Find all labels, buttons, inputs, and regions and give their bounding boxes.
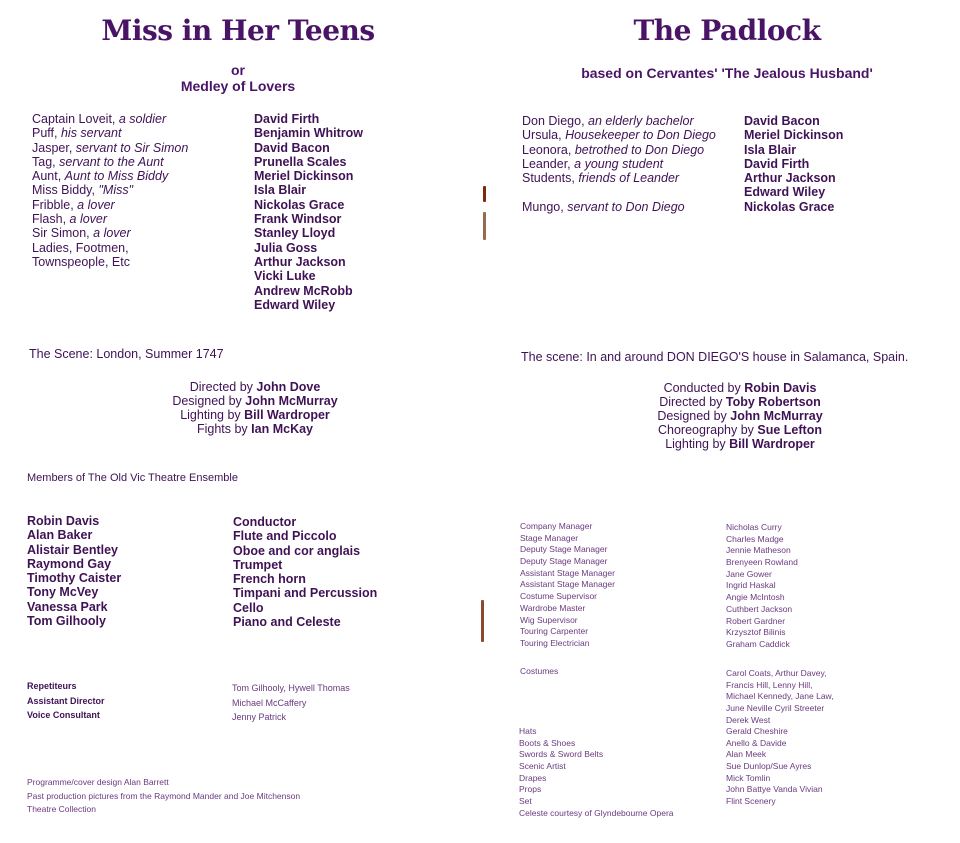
right-staff-roles <box>520 521 615 650</box>
binding-mark <box>483 186 486 202</box>
character-description: Housekeeper to Don Diego <box>565 128 716 143</box>
supplier-name: Sue Dunlop/Sue Ayres <box>726 761 812 772</box>
cast-role-line <box>32 212 188 226</box>
staff-role: Deputy Stage Manager <box>520 544 608 555</box>
character-description: a young student <box>574 156 664 171</box>
actor-name: Frank Windsor <box>254 212 342 227</box>
cast-role-line <box>32 155 188 169</box>
staff-role: Assistant Director <box>27 695 105 706</box>
cast-role-line <box>32 141 188 155</box>
character-name: Fribble, <box>32 197 74 212</box>
credit-name: Ian McKay <box>251 422 314 436</box>
actor-name: Arthur Jackson <box>744 171 836 186</box>
cast-role-line <box>32 298 188 312</box>
actor-name: Arthur Jackson <box>254 254 346 269</box>
credit-label: Designed by <box>657 409 727 423</box>
character-description: servant to the Aunt <box>59 154 164 169</box>
actor-name: Vicki Luke <box>254 269 316 284</box>
supplier-name: Gerald Cheshire <box>726 726 788 736</box>
actor-name: Benjamin Whitrow <box>254 126 364 141</box>
character-description: "Miss" <box>98 183 134 198</box>
left-staff-roles <box>27 679 105 723</box>
character-name: Leonora, <box>522 142 572 157</box>
musician-instrument: Trumpet <box>233 557 283 572</box>
actor-name: David Bacon <box>744 114 820 128</box>
costumes-label: Costumes <box>520 666 559 676</box>
left-cast-roles <box>32 112 188 312</box>
musician-instrument: Flute and Piccolo <box>233 529 337 544</box>
actor-name: Nickolas Grace <box>744 199 835 214</box>
staff-name: Tom Gilhooly, Hywell Thomas <box>232 683 350 693</box>
credit-name: John Dove <box>256 380 321 394</box>
credit-line <box>620 437 860 451</box>
staff-name: Krzysztof Bilinis <box>726 627 786 638</box>
cast-role-line <box>32 269 188 283</box>
left-scene: The Scene: London, Summer 1747 <box>29 347 224 361</box>
character-name: Miss Biddy, <box>32 183 95 198</box>
actor-name: Stanley Lloyd <box>254 226 336 241</box>
credit-name: Bill Wardroper <box>729 437 815 451</box>
character-name: Sir Simon, <box>32 226 90 241</box>
actor-name: Nickolas Grace <box>254 197 345 212</box>
musician-name: Tom Gilhooly <box>27 614 106 629</box>
character-description: betrothed to Don Diego <box>574 142 705 157</box>
credit-label: Choreography by <box>658 423 754 437</box>
musician-name: Tony McVey <box>27 585 99 600</box>
right-title: The Padlock <box>633 14 821 47</box>
actor-name: David Firth <box>254 112 320 126</box>
musician-names <box>27 514 121 628</box>
character-description: a lover <box>93 226 131 241</box>
supplier-role: Drapes <box>519 772 547 783</box>
cast-role-line <box>522 171 716 185</box>
right-cast-roles <box>522 114 716 214</box>
musician-name: Robin Davis <box>27 514 100 528</box>
character-name: Puff, <box>32 126 58 141</box>
actor-name: Isla Blair <box>254 183 307 198</box>
footer-line: Past production pictures from the Raymond Mander and Joe Mitchenson <box>27 790 301 801</box>
supplier-role: Scenic Artist <box>519 761 566 772</box>
credit-label: Designed by <box>172 394 242 408</box>
cast-role-line <box>32 241 188 255</box>
actor-name: Meriel Dickinson <box>744 128 844 143</box>
character-name: Aunt, <box>32 169 62 184</box>
cast-role-line <box>522 114 716 128</box>
character-name: Townspeople, Etc <box>32 254 130 269</box>
credit-line <box>620 409 860 423</box>
costumes-names <box>726 668 834 726</box>
staff-role: Repetiteurs <box>27 681 77 691</box>
supplier-role: Boots & Shoes <box>519 737 576 748</box>
character-name: Ursula, <box>522 128 562 143</box>
character-description: servant to Don Diego <box>567 199 685 214</box>
supplier-name: Alan Meek <box>726 749 767 760</box>
left-cast-actors <box>254 112 363 312</box>
cast-role-line <box>32 255 188 269</box>
staff-name: Jane Gower <box>726 568 772 579</box>
footer-line: Programme/cover design Alan Barrett <box>27 777 169 787</box>
actor-name: Edward Wiley <box>744 185 826 200</box>
actor-name: Julia Goss <box>254 240 318 255</box>
musician-instrument: French horn <box>233 572 306 587</box>
binding-mark <box>483 212 486 240</box>
staff-name: Charles Madge <box>726 533 784 544</box>
staff-name: Brenyeen Rowland <box>726 557 798 568</box>
staff-role: Costume Supervisor <box>520 591 598 602</box>
credit-name: Robin Davis <box>744 381 817 395</box>
costume-name-line: Derek West <box>726 714 771 725</box>
character-name: Jasper, <box>32 140 73 155</box>
supplier-name: Flint Scenery <box>726 796 776 807</box>
musician-instrument: Conductor <box>233 515 297 529</box>
staff-name: Graham Caddick <box>726 638 790 649</box>
musician-name: Raymond Gay <box>27 556 112 571</box>
supplier-role: Props <box>519 784 542 795</box>
staff-name: Angie McIntosh <box>726 592 785 603</box>
musician-name: Timothy Caister <box>27 571 122 586</box>
cast-role-line <box>32 226 188 240</box>
character-name: Mungo, <box>522 199 564 214</box>
character-description: Aunt to Miss Biddy <box>64 169 169 184</box>
credit-label: Directed by <box>189 380 253 394</box>
supplier-role: Celeste courtesy of Glyndebourne Opera <box>519 807 674 818</box>
right-cast-actors <box>744 114 843 214</box>
left-subtitle-or: or <box>231 62 245 78</box>
supplier-role: Set <box>519 796 532 807</box>
musician-name: Vanessa Park <box>27 599 108 614</box>
character-description: a lover <box>69 212 108 227</box>
musician-instrument: Timpani and Percussion <box>233 586 378 601</box>
right-credits <box>620 381 860 451</box>
musician-instrument: Oboe and cor anglais <box>233 543 361 558</box>
binding-mark <box>481 600 484 642</box>
staff-role: Touring Electrician <box>520 637 590 648</box>
staff-name: Jennie Matheson <box>726 545 791 556</box>
costume-name-line: Carol Coats, Arthur Davey, <box>726 668 827 678</box>
left-title: Miss in Her Teens <box>101 14 375 47</box>
musician-instrument: Cello <box>233 600 264 615</box>
cast-role-line <box>32 126 188 140</box>
character-description: his servant <box>60 126 122 141</box>
musician-instruments <box>233 515 377 629</box>
character-name: Students, <box>522 171 575 186</box>
credit-label: Directed by <box>659 395 723 409</box>
credit-name: Sue Lefton <box>757 423 822 437</box>
cast-role-line <box>32 284 188 298</box>
character-description: a soldier <box>118 112 167 126</box>
left-footer <box>27 776 300 817</box>
credit-label: Lighting by <box>180 408 241 422</box>
character-description: a lover <box>77 197 115 212</box>
right-subtitle: based on Cervantes' 'The Jealous Husband' <box>581 65 873 81</box>
credit-label: Conducted by <box>663 381 741 395</box>
actor-name: Edward Wiley <box>254 297 336 312</box>
actor-name: Meriel Dickinson <box>254 169 354 184</box>
cast-role-line <box>32 198 188 212</box>
credit-line <box>620 423 860 437</box>
left-credits <box>130 380 380 436</box>
supplier-roles <box>519 726 674 820</box>
credit-name: John McMurray <box>730 409 823 423</box>
supplier-role: Hats <box>519 726 537 736</box>
staff-role: Deputy Stage Manager <box>520 556 608 567</box>
staff-name: Robert Gardner <box>726 615 786 626</box>
cast-role-line <box>522 157 716 171</box>
staff-role: Voice Consultant <box>27 710 100 720</box>
staff-role: Touring Carpenter <box>520 626 589 637</box>
supplier-role: Swords & Sword Belts <box>519 749 604 760</box>
cast-role-line <box>522 185 716 199</box>
credit-line <box>620 395 860 409</box>
staff-role: Assistant Stage Manager <box>520 567 615 578</box>
staff-role: Wardrobe Master <box>520 602 586 613</box>
credit-label: Lighting by <box>665 437 726 451</box>
character-name: Flash, <box>32 212 67 227</box>
credit-line <box>130 394 380 408</box>
character-name: Captain Loveit, <box>32 112 116 126</box>
character-name: Leander, <box>522 156 571 171</box>
staff-role: Company Manager <box>520 521 593 531</box>
supplier-name: Anello & Davide <box>726 737 787 748</box>
costume-name-line: Michael Kennedy, Jane Law, <box>726 691 834 702</box>
costume-name-line: Francis Hill, Lenny Hill, <box>726 679 813 690</box>
actor-name: David Bacon <box>254 140 330 155</box>
staff-name: Michael McCaffery <box>232 697 307 708</box>
character-description: an elderly bachelor <box>588 114 694 128</box>
musician-instrument: Piano and Celeste <box>233 615 341 630</box>
actor-name: Andrew McRobb <box>254 283 353 298</box>
right-scene: The scene: In and around DON DIEGO'S house in Salamanca, Spain. <box>521 350 909 364</box>
credit-label: Fights by <box>196 422 248 436</box>
cast-role-line <box>32 183 188 197</box>
character-description: friends of Leander <box>578 171 680 186</box>
cast-role-line <box>522 200 716 214</box>
costume-name-line: June Neville Cyril Streeter <box>726 703 825 714</box>
cast-role-line <box>32 169 188 183</box>
footer-line: Theatre Collection <box>27 804 96 814</box>
cast-role-line <box>522 128 716 142</box>
cast-role-line <box>32 112 188 126</box>
musician-name: Alan Baker <box>27 528 93 543</box>
staff-role: Assistant Stage Manager <box>520 579 615 590</box>
actor-name: David Firth <box>744 156 810 171</box>
cast-role-line <box>522 143 716 157</box>
credit-name: John McMurray <box>245 394 338 408</box>
credit-line <box>130 422 380 436</box>
left-staff-names <box>232 681 350 725</box>
supplier-name: Mick Tomlin <box>726 772 771 783</box>
credit-name: Bill Wardroper <box>244 408 330 422</box>
supplier-names <box>726 726 823 808</box>
staff-name: Cuthbert Jackson <box>726 603 793 614</box>
staff-role: Stage Manager <box>520 532 579 543</box>
musician-name: Alistair Bentley <box>27 542 119 557</box>
staff-name: Jenny Patrick <box>232 712 287 722</box>
actor-name: Prunella Scales <box>254 154 347 169</box>
staff-name: Nicholas Curry <box>726 522 782 532</box>
staff-name: Ingrid Haskal <box>726 580 776 591</box>
supplier-name: John Battye Vanda Vivian <box>726 784 823 795</box>
character-name: Tag, <box>32 154 56 169</box>
character-name: Don Diego, <box>522 114 585 128</box>
left-subtitle: Medley of Lovers <box>180 78 296 94</box>
character-description: servant to Sir Simon <box>75 140 189 155</box>
character-name: Ladies, Footmen, <box>32 240 129 255</box>
credit-name: Toby Robertson <box>725 395 821 409</box>
credit-line <box>620 381 860 395</box>
staff-role: Wig Supervisor <box>520 614 578 625</box>
credit-line <box>130 380 380 394</box>
credit-line <box>130 408 380 422</box>
right-staff-names <box>726 522 798 651</box>
ensemble-heading: Members of The Old Vic Theatre Ensemble <box>27 472 238 484</box>
actor-name: Isla Blair <box>744 142 797 157</box>
